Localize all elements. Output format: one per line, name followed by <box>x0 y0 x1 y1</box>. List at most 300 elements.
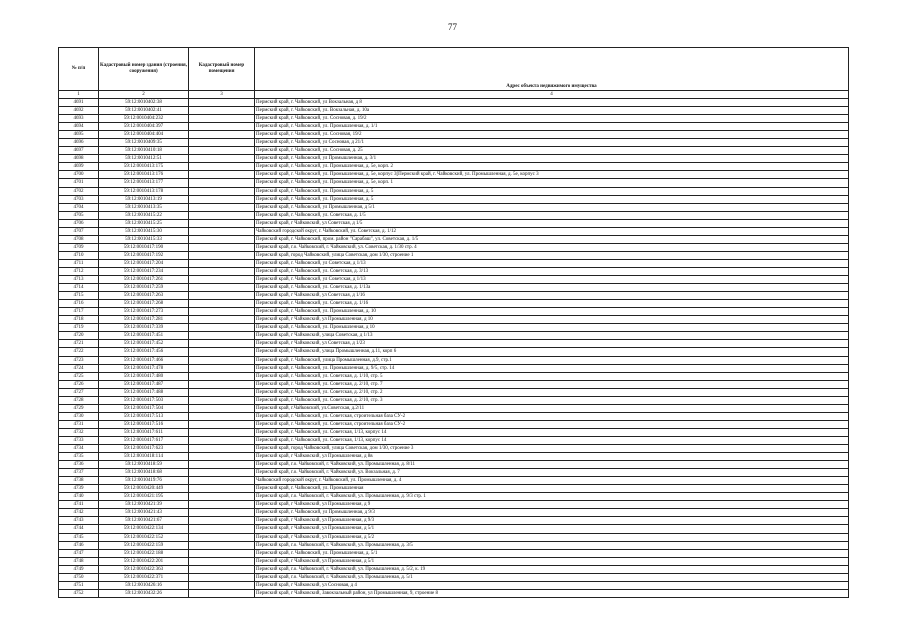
room-cadastral-number <box>189 123 255 131</box>
table-row <box>59 267 849 275</box>
building-cadastral-number: 59:12:0010404:397 <box>99 123 189 131</box>
table-row <box>59 565 849 573</box>
property-registry-table <box>58 47 849 598</box>
row-number: 4710 <box>59 251 99 259</box>
building-cadastral-number: 59:12:0010410:18 <box>99 147 189 155</box>
table-row <box>59 493 849 501</box>
building-cadastral-number: 59:12:0010417:504 <box>99 404 189 412</box>
table-row <box>59 155 849 163</box>
building-cadastral-number: 59:12:0010415:30 <box>99 227 189 235</box>
row-number: 4750 <box>59 573 99 581</box>
room-cadastral-number <box>189 573 255 581</box>
object-address: Пермский край, г.о. Чайковский, г. Чайковский, ул. Промышленная, д. 5/2, к. 19 <box>255 565 849 573</box>
room-cadastral-number <box>189 533 255 541</box>
object-address: Пермский край, г. Чайковский, ул. Советская, д. 1/16 <box>255 300 849 308</box>
building-cadastral-number: 59:12:0010417:480 <box>99 372 189 380</box>
building-cadastral-number: 59:12:0010417:190 <box>99 243 189 251</box>
room-cadastral-number <box>189 541 255 549</box>
room-cadastral-number <box>189 332 255 340</box>
room-cadastral-number <box>189 525 255 533</box>
table-row <box>59 187 849 195</box>
row-number: 4728 <box>59 396 99 404</box>
table-row <box>59 227 849 235</box>
table-row <box>59 533 849 541</box>
room-cadastral-number <box>189 235 255 243</box>
row-number: 4736 <box>59 461 99 469</box>
row-number: 4733 <box>59 436 99 444</box>
table-row <box>59 163 849 171</box>
row-number: 4696 <box>59 139 99 147</box>
building-cadastral-number: 59:12:0010421:43 <box>99 509 189 517</box>
row-number: 4729 <box>59 404 99 412</box>
building-cadastral-number: 59:12:0010415:25 <box>99 219 189 227</box>
building-cadastral-number: 59:12:0010413:35 <box>99 203 189 211</box>
table-row <box>59 517 849 525</box>
header-cad-room: Кадастровый номер помещения <box>189 48 255 91</box>
object-address: Пермский край, г. Чайковский, ул Вокзальная, д 8 <box>255 99 849 107</box>
object-address: Пермский край, г.Чайковский, ул.Советская, д.2/11 <box>255 404 849 412</box>
row-number: 4711 <box>59 259 99 267</box>
header-cad-building: Кадастровый номер здания (строения, сооружения) <box>99 48 189 91</box>
object-address: Пермский край, г Чайковский, ул Сосновая, д 4 <box>255 581 849 589</box>
row-number: 4720 <box>59 332 99 340</box>
table-row <box>59 469 849 477</box>
room-cadastral-number <box>189 420 255 428</box>
table-row <box>59 99 849 107</box>
building-cadastral-number: 59:12:0010432:26 <box>99 589 189 597</box>
object-address: Пермский край, г. Чайковский, ул. Вокзальная, д. 10а <box>255 107 849 115</box>
row-number: 4701 <box>59 179 99 187</box>
table-row <box>59 235 849 243</box>
table-row <box>59 316 849 324</box>
table-row <box>59 396 849 404</box>
table-row <box>59 525 849 533</box>
row-number: 4715 <box>59 292 99 300</box>
room-cadastral-number <box>189 195 255 203</box>
building-cadastral-number: 59:12:0010422:188 <box>99 549 189 557</box>
object-address: Пермский край, г Чайковский, улица Промышленная, д.11, корп 6 <box>255 348 849 356</box>
building-cadastral-number: 59:12:0010421:67 <box>99 517 189 525</box>
building-cadastral-number: 59:12:0010402:41 <box>99 107 189 115</box>
room-cadastral-number <box>189 404 255 412</box>
object-address: Пермский край, г. Чайковский, ул. Советская, д. 3/13 <box>255 267 849 275</box>
row-number: 4700 <box>59 171 99 179</box>
row-number: 4707 <box>59 227 99 235</box>
building-cadastral-number: 59:12:0010417:261 <box>99 276 189 284</box>
row-number: 4716 <box>59 300 99 308</box>
row-number: 4741 <box>59 501 99 509</box>
table-row <box>59 179 849 187</box>
row-number: 4725 <box>59 372 99 380</box>
table-row <box>59 501 849 509</box>
building-cadastral-number: 59:12:0010422:371 <box>99 573 189 581</box>
room-cadastral-number <box>189 557 255 565</box>
row-number: 4723 <box>59 356 99 364</box>
room-cadastral-number <box>189 477 255 485</box>
object-address: Пермский край, г. Чайковский, ул. Промышленная, д. 10 <box>255 308 849 316</box>
object-address: Пермский край, г. Чайковский, ул. Советская, строительная база СУ-2 <box>255 412 849 420</box>
room-cadastral-number <box>189 589 255 597</box>
object-address: Пермский край, город Чайковский, улица Советская, дом 1/30, строение 3 <box>255 445 849 453</box>
table-row <box>59 388 849 396</box>
building-cadastral-number: 59:12:0010417:456 <box>99 348 189 356</box>
building-cadastral-number: 59:12:0010417:273 <box>99 308 189 316</box>
building-cadastral-number: 59:12:0010418:114 <box>99 453 189 461</box>
table-row <box>59 324 849 332</box>
object-address: Пермский край, г.о. Чайковский, г. Чайковский, ул. Промышленная, д. 9/3 стр. 1 <box>255 493 849 501</box>
building-cadastral-number: 59:12:0010426:16 <box>99 581 189 589</box>
header-address: Адрес объекта недвижимого имущества <box>255 48 849 91</box>
building-cadastral-number: 59:12:0010419:76 <box>99 477 189 485</box>
object-address: Пермский край, г Чайковский, ул Промышленная, д 5/1 <box>255 525 849 533</box>
room-cadastral-number <box>189 115 255 123</box>
table-row <box>59 356 849 364</box>
room-cadastral-number <box>189 436 255 444</box>
row-number: 4745 <box>59 533 99 541</box>
object-address: Пермский край, г. Чайковский, пром. район "Сарабаш", ул. Советская, д. 1/5 <box>255 235 849 243</box>
object-address: Пермский край, г Чайковский, ул Промышленная, д 8в <box>255 453 849 461</box>
row-number: 4704 <box>59 203 99 211</box>
building-cadastral-number: 59:12:0010421:195 <box>99 493 189 501</box>
building-cadastral-number: 59:12:0010415:22 <box>99 211 189 219</box>
object-address: Чайковский городской округ, г. Чайковский, ул. Промышленная, д. 4 <box>255 477 849 485</box>
row-number: 4743 <box>59 517 99 525</box>
building-cadastral-number: 59:12:0010417:611 <box>99 428 189 436</box>
building-cadastral-number: 59:12:0010402:38 <box>99 99 189 107</box>
room-cadastral-number <box>189 581 255 589</box>
table-row <box>59 420 849 428</box>
room-cadastral-number <box>189 396 255 404</box>
object-address: Пермский край, г. Чайковский, ул. Промышленная, д. 5е, корп. 2 <box>255 163 849 171</box>
table-row <box>59 195 849 203</box>
page-number: 77 <box>448 22 457 32</box>
table-row <box>59 372 849 380</box>
building-cadastral-number: 59:12:0010413:177 <box>99 179 189 187</box>
object-address: Пермский край, г.о. Чайковский, г. Чайковский, ул. Советская, д. 1/30 стр. 4 <box>255 243 849 251</box>
object-address: Пермский край, г.о. Чайковский, г. Чайковский, ул. Промышленная, д. 8/11 <box>255 461 849 469</box>
building-cadastral-number: 59:12:0010417:339 <box>99 324 189 332</box>
table-row <box>59 147 849 155</box>
table-row <box>59 203 849 211</box>
room-cadastral-number <box>189 517 255 525</box>
row-number: 4737 <box>59 469 99 477</box>
room-cadastral-number <box>189 509 255 517</box>
building-cadastral-number: 59:12:0010422:159 <box>99 541 189 549</box>
table-row <box>59 509 849 517</box>
object-address: Пермский край, город Чайковский, улица Советская, дом 1/30, строение 1 <box>255 251 849 259</box>
room-cadastral-number <box>189 461 255 469</box>
building-cadastral-number: 59:12:0010420:449 <box>99 485 189 493</box>
object-address: Пермский край, г Чайковский, ул Промышленная, д 5/2 <box>255 533 849 541</box>
table-row <box>59 115 849 123</box>
building-cadastral-number: 59:12:0010413:178 <box>99 187 189 195</box>
row-number: 4742 <box>59 509 99 517</box>
object-address: Пермский край, г. Чайковский, ул. Советская, д. 1/10, стр. 5 <box>255 372 849 380</box>
building-cadastral-number: 59:12:0010417:234 <box>99 267 189 275</box>
table-row <box>59 589 849 597</box>
table-row <box>59 557 849 565</box>
object-address: Пермский край, г. Чайковский, ул. Промышленная, д. 5 <box>255 195 849 203</box>
room-cadastral-number <box>189 251 255 259</box>
table-row <box>59 348 849 356</box>
object-address: Пермский край, г. Чайковский, ул Промышленная, д 5/1 <box>255 203 849 211</box>
room-cadastral-number <box>189 187 255 195</box>
row-number: 4709 <box>59 243 99 251</box>
row-number: 4717 <box>59 308 99 316</box>
room-cadastral-number <box>189 469 255 477</box>
object-address: Пермский край, г Чайковский, ул Советская, д 1/5 <box>255 219 849 227</box>
building-cadastral-number: 59:12:0010417:478 <box>99 364 189 372</box>
table-row <box>59 332 849 340</box>
row-number: 4698 <box>59 155 99 163</box>
table-row <box>59 243 849 251</box>
table-row <box>59 259 849 267</box>
table-row <box>59 541 849 549</box>
building-cadastral-number: 59:12:0010415:33 <box>99 235 189 243</box>
room-cadastral-number <box>189 412 255 420</box>
building-cadastral-number: 59:12:0010404:232 <box>99 115 189 123</box>
row-number: 4692 <box>59 107 99 115</box>
building-cadastral-number: 59:12:0010417:617 <box>99 436 189 444</box>
object-address: Пермский край, г. Чайковский, ул. Промышленная, д 10 <box>255 324 849 332</box>
object-address: Пермский край, г.о. Чайковский, г. Чайковский, ул. Промышленная, д. 3/5 <box>255 541 849 549</box>
object-address: Пермский край, г Чайковский, улица Советская, д 1/13 <box>255 332 849 340</box>
object-address: Пермский край, г. Чайковский, ул Советская, д 1/13 <box>255 259 849 267</box>
room-cadastral-number <box>189 203 255 211</box>
building-cadastral-number: 59:12:0010417:281 <box>99 316 189 324</box>
building-cadastral-number: 59:12:0010417:204 <box>99 259 189 267</box>
room-cadastral-number <box>189 163 255 171</box>
table-row <box>59 364 849 372</box>
object-address: Пермский край, г Чайковский, ул Промышленная, д 9/3 <box>255 517 849 525</box>
row-number: 4740 <box>59 493 99 501</box>
table-header-row <box>59 48 849 91</box>
room-cadastral-number <box>189 445 255 453</box>
room-cadastral-number <box>189 147 255 155</box>
row-number: 4718 <box>59 316 99 324</box>
table-row <box>59 477 849 485</box>
object-address: Пермский край, г. Чайковский, ул. Советская, 1/13, корпус 14 <box>255 428 849 436</box>
room-cadastral-number <box>189 356 255 364</box>
object-address: Пермский край, г Чайковский, ул Промышленная, д 10 <box>255 316 849 324</box>
room-cadastral-number <box>189 171 255 179</box>
table-row <box>59 131 849 139</box>
building-cadastral-number: 59:12:0010417:451 <box>99 332 189 340</box>
room-cadastral-number <box>189 243 255 251</box>
room-cadastral-number <box>189 565 255 573</box>
object-address: Пермский край, г. Чайковский, ул. Советская, д. 2/10, стр. 7 <box>255 380 849 388</box>
room-cadastral-number <box>189 372 255 380</box>
building-cadastral-number: 59:12:0010422:134 <box>99 525 189 533</box>
row-number: 4702 <box>59 187 99 195</box>
building-cadastral-number: 59:12:0010417:503 <box>99 396 189 404</box>
room-cadastral-number <box>189 324 255 332</box>
table-row <box>59 276 849 284</box>
row-number: 4749 <box>59 565 99 573</box>
row-number: 4719 <box>59 324 99 332</box>
room-cadastral-number <box>189 107 255 115</box>
building-cadastral-number: 59:12:0010417:488 <box>99 388 189 396</box>
object-address: Пермский край, г. Чайковский, ул Промышленная, д. 3/1 <box>255 155 849 163</box>
row-number: 4739 <box>59 485 99 493</box>
column-number: 3 <box>189 91 255 99</box>
row-number: 4722 <box>59 348 99 356</box>
building-cadastral-number: 59:12:0010417:516 <box>99 420 189 428</box>
row-number: 4699 <box>59 163 99 171</box>
object-address: Пермский край, г. Чайковский, ул. Промышленная, д. 9/5, стр. 14 <box>255 364 849 372</box>
object-address: Пермский край, г. Чайковский, ул. Сосновая, 19/2 <box>255 131 849 139</box>
object-address: Пермский край, г. Чайковский, ул. Советская, д. 1/13а <box>255 284 849 292</box>
table-row <box>59 549 849 557</box>
table-row <box>59 404 849 412</box>
row-number: 4693 <box>59 115 99 123</box>
object-address: Пермский край, г. Чайковский, ул Промышленная, д 9/3 <box>255 509 849 517</box>
row-number: 4727 <box>59 388 99 396</box>
table-row <box>59 412 849 420</box>
room-cadastral-number <box>189 227 255 235</box>
room-cadastral-number <box>189 308 255 316</box>
row-number: 4751 <box>59 581 99 589</box>
room-cadastral-number <box>189 380 255 388</box>
room-cadastral-number <box>189 292 255 300</box>
object-address: Пермский край, г Чайковский, ул Промышленная, д 9 <box>255 501 849 509</box>
room-cadastral-number <box>189 388 255 396</box>
row-number: 4730 <box>59 412 99 420</box>
row-number: 4697 <box>59 147 99 155</box>
table-row <box>59 284 849 292</box>
table-row <box>59 453 849 461</box>
row-number: 4713 <box>59 276 99 284</box>
row-number: 4708 <box>59 235 99 243</box>
room-cadastral-number <box>189 259 255 267</box>
room-cadastral-number <box>189 211 255 219</box>
building-cadastral-number: 59:12:0010413:19 <box>99 195 189 203</box>
room-cadastral-number <box>189 453 255 461</box>
building-cadastral-number: 59:12:0010417:263 <box>99 292 189 300</box>
building-cadastral-number: 59:12:0010417:192 <box>99 251 189 259</box>
object-address: Пермский край, г. Чайковский, ул. Сосновая, д. 25 <box>255 147 849 155</box>
row-number: 4748 <box>59 557 99 565</box>
room-cadastral-number <box>189 219 255 227</box>
row-number: 4735 <box>59 453 99 461</box>
building-cadastral-number: 59:12:0010422:363 <box>99 565 189 573</box>
table-row <box>59 123 849 131</box>
object-address: Пермский край, г. Чайковский, ул. Советская, д. 2/10, стр. 3 <box>255 396 849 404</box>
object-address: Пермский край, г. Чайковский, ул Сосновая, д 21/1 <box>255 139 849 147</box>
building-cadastral-number: 59:12:0010417:268 <box>99 300 189 308</box>
row-number: 4712 <box>59 267 99 275</box>
building-cadastral-number: 59:12:0010413:175 <box>99 163 189 171</box>
row-number: 4694 <box>59 123 99 131</box>
object-address: Пермский край, г. Чайковский, ул. Советская, д. 1/5 <box>255 211 849 219</box>
room-cadastral-number <box>189 99 255 107</box>
object-address: Пермский край, г. Чайковский, ул Советская, д 1/13 <box>255 276 849 284</box>
room-cadastral-number <box>189 131 255 139</box>
room-cadastral-number <box>189 428 255 436</box>
building-cadastral-number: 59:12:0010417:513 <box>99 412 189 420</box>
row-number: 4724 <box>59 364 99 372</box>
building-cadastral-number: 59:12:0010417:487 <box>99 380 189 388</box>
table-row <box>59 171 849 179</box>
column-number: 1 <box>59 91 99 99</box>
room-cadastral-number <box>189 549 255 557</box>
building-cadastral-number: 59:12:0010417:259 <box>99 284 189 292</box>
table-row <box>59 292 849 300</box>
table-row <box>59 340 849 348</box>
room-cadastral-number <box>189 284 255 292</box>
table-row <box>59 573 849 581</box>
object-address: Пермский край, г Чайковский, Завокзальный район, ул Промышленная, 9, строение 8 <box>255 589 849 597</box>
table-body <box>59 99 849 598</box>
room-cadastral-number <box>189 348 255 356</box>
table-row <box>59 211 849 219</box>
object-address: Чайковский городской округ, г. Чайковский, ул. Советская, д. 1/12 <box>255 227 849 235</box>
table-row <box>59 581 849 589</box>
table-row <box>59 428 849 436</box>
room-cadastral-number <box>189 340 255 348</box>
row-number: 4732 <box>59 428 99 436</box>
building-cadastral-number: 59:12:0010418:59 <box>99 461 189 469</box>
object-address: Пермский край, г Чайковский, ул Советская, д 1/16 <box>255 292 849 300</box>
row-number: 4738 <box>59 477 99 485</box>
building-cadastral-number: 59:12:0010412:51 <box>99 155 189 163</box>
row-number: 4752 <box>59 589 99 597</box>
room-cadastral-number <box>189 364 255 372</box>
room-cadastral-number <box>189 501 255 509</box>
building-cadastral-number: 59:12:0010417:452 <box>99 340 189 348</box>
header-no: № п/п <box>59 48 99 91</box>
row-number: 4734 <box>59 445 99 453</box>
table-row <box>59 380 849 388</box>
building-cadastral-number: 59:12:0010413:176 <box>99 171 189 179</box>
object-address: Пермский край, г. Чайковский, ул. Промышленная <box>255 485 849 493</box>
object-address: Пермский край, г. Чайковский, ул. Советская, д. 2/10, стр. 2 <box>255 388 849 396</box>
building-cadastral-number: 59:12:0010417:623 <box>99 445 189 453</box>
row-number: 4706 <box>59 219 99 227</box>
object-address: Пермский край, г. Чайковский, ул. Сосновая, д. 19/2 <box>255 115 849 123</box>
row-number: 4691 <box>59 99 99 107</box>
row-number: 4705 <box>59 211 99 219</box>
table-row <box>59 461 849 469</box>
row-number: 4714 <box>59 284 99 292</box>
room-cadastral-number <box>189 276 255 284</box>
building-cadastral-number: 59:12:0010422:201 <box>99 557 189 565</box>
table-row <box>59 251 849 259</box>
object-address: Пермский край, г. Чайковский, ул. Советская, строительная база СУ-2 <box>255 420 849 428</box>
room-cadastral-number <box>189 179 255 187</box>
building-cadastral-number: 59:12:0010421:39 <box>99 501 189 509</box>
row-number: 4726 <box>59 380 99 388</box>
building-cadastral-number: 59:12:0010417:466 <box>99 356 189 364</box>
object-address: Пермский край, г. Чайковский, ул. Советская, 1/13, корпус 14 <box>255 436 849 444</box>
object-address: Пермский край, г. Чайковский, ул. Промышленная, д. 5е, корпус 3[Пермский край, г. Чайковский, ул. Промышленная, д. 5е, корпус 3 <box>255 171 849 179</box>
table-row <box>59 107 849 115</box>
object-address: Пермский край, г.о. Чайковский, г. Чайковский, ул. Промышленная, д. 5/1 <box>255 573 849 581</box>
column-number-row <box>59 91 849 99</box>
column-number: 4 <box>255 91 849 99</box>
room-cadastral-number <box>189 316 255 324</box>
row-number: 4695 <box>59 131 99 139</box>
object-address: Пермский край, г Чайковский, ул Советская, д 1/23 <box>255 340 849 348</box>
room-cadastral-number <box>189 155 255 163</box>
object-address: Пермский край, г. Чайковский, ул. Промышленная, д. 5 <box>255 187 849 195</box>
object-address: Пермский край, г.о. Чайковский, г. Чайковский, ул. Вокзальная, д. 7 <box>255 469 849 477</box>
room-cadastral-number <box>189 139 255 147</box>
table-row <box>59 436 849 444</box>
object-address: Пермский край, г. Чайковский, ул. Промышленная, д. 1/1 <box>255 123 849 131</box>
row-number: 4703 <box>59 195 99 203</box>
room-cadastral-number <box>189 493 255 501</box>
